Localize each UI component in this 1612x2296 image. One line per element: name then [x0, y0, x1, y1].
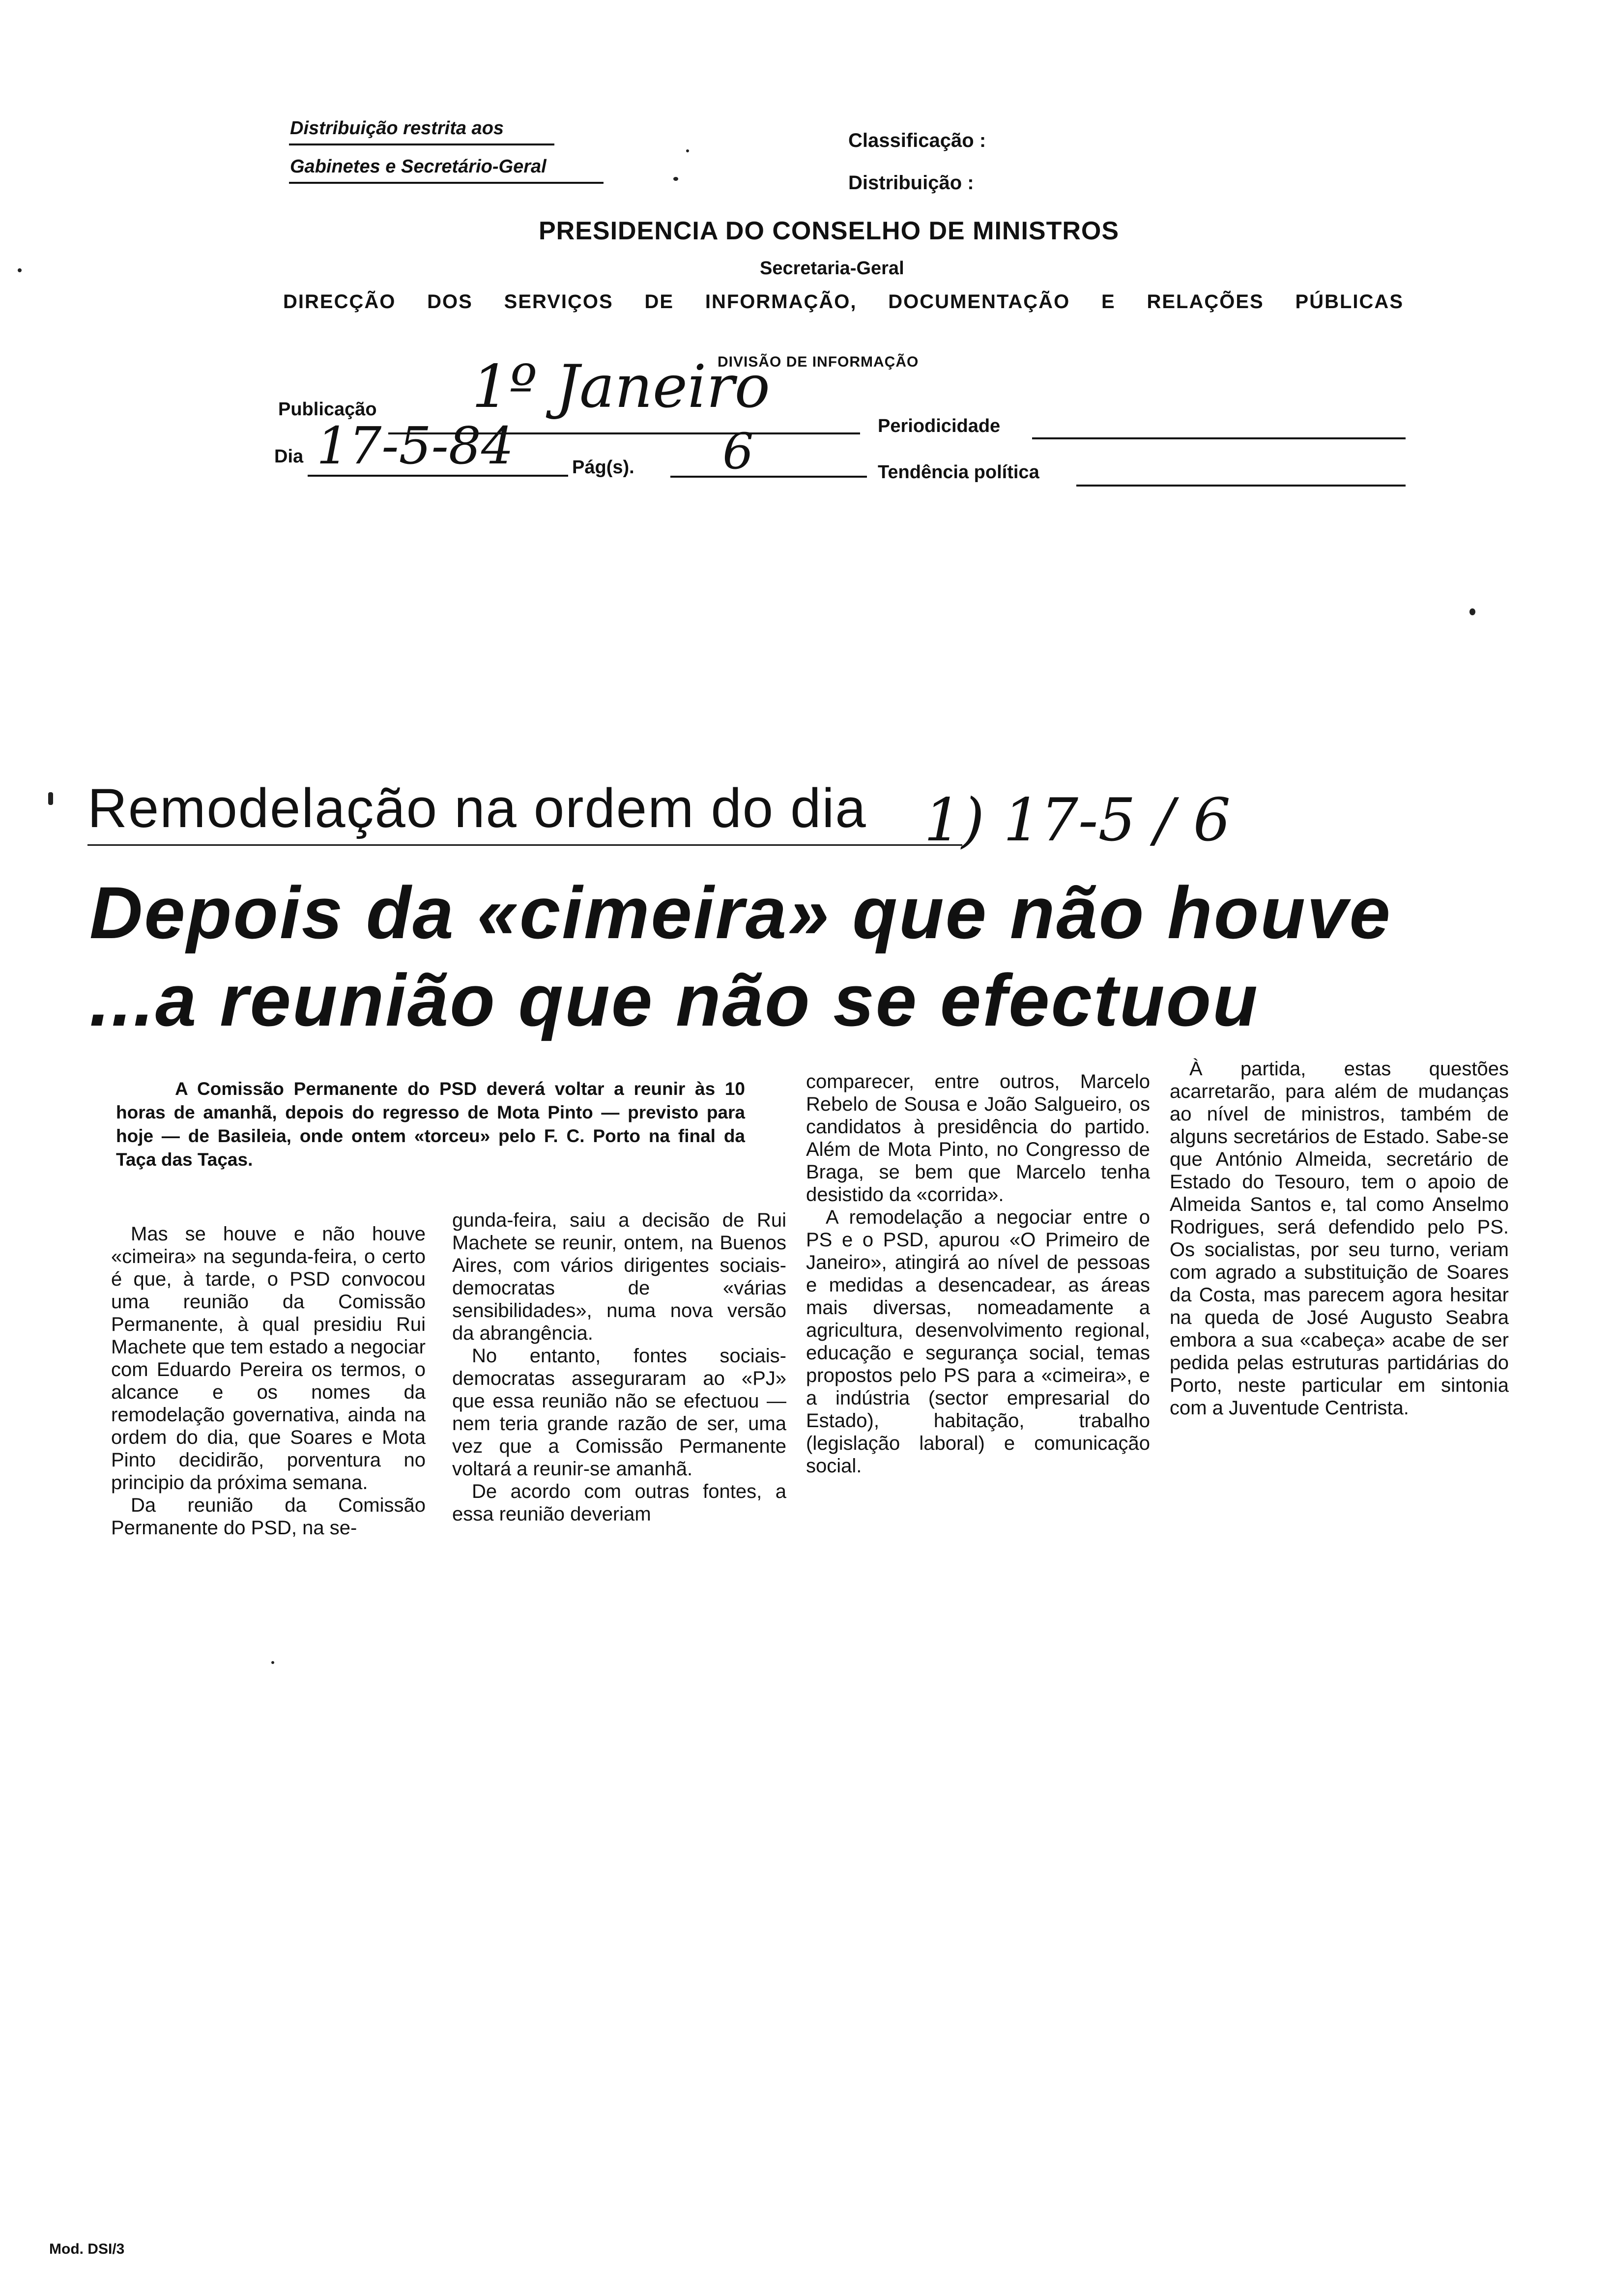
handwritten-annotation: 1) 17-5 / 6 [924, 786, 1231, 855]
distribution-note-line1: Distribuição restrita aos [290, 118, 504, 139]
day-value: 17-5-84 [317, 416, 514, 476]
periodicity-label: Periodicidade [878, 416, 1001, 436]
scan-speck [48, 792, 53, 805]
article-column-1 [111, 1223, 426, 1539]
distribution-label: Distribuição : [848, 172, 974, 194]
headline-line1: Depois da «cimeira» que não houve [89, 871, 1392, 954]
ministry-title: PRESIDENCIA DO CONSELHO DE MINISTROS [539, 217, 1120, 245]
paragraph: Da reunião da Comissão Permanente do PSD, na se- [111, 1494, 426, 1539]
article-column-4 [1170, 1058, 1509, 1419]
scan-speck [673, 177, 678, 181]
division: DIVISÃO DE INFORMAÇÃO [718, 354, 919, 370]
divider [289, 182, 604, 184]
article-lead: A Comissão Permanente do PSD deverá voltar a reunir às 10 horas de amanhã, depois do regresso de Mota Pinto — previsto para hoje — de Basileia, onde ontem «torceu» pelo F. C. Porto na final da Taça das Taças. [116, 1079, 745, 1170]
paragraph: comparecer, entre outros, Marcelo Rebelo de Sousa e João Salgueiro, os candidatos à presidência do partido. Além de Mota Pinto, no Congresso de Braga, se bem que Marcelo tenha desistido da «corrida». [806, 1071, 1150, 1205]
distribution-note-line2: Gabinetes e Secretário-Geral [290, 156, 547, 177]
paragraph: A remodelação a negociar entre o PS e o PSD, apurou «O Primeiro de Janeiro», atingirá ao nível de pessoas e medidas a desencadear, as áreas mais diversas, nomeadamente a agricultura, desenvolvimento regional, educação e segurança social, temas propostos pelo PS para a «cimeira», e a indústria (sector empresarial do Estado), habitação, trabalho (legislação laboral) e comunicação social. [806, 1206, 1150, 1477]
paragraph: Mas se houve e não houve «cimeira» na segunda-feira, o certo é que, à tarde, o PSD convocou uma reunião da Comissão Permanente, à qual presidiu Rui Machete que tem estado a negociar com Eduardo Pereira os termos, o alcance e os nomes da remodelação governativa, ainda na ordem do dia, que Soares e Mota Pinto decidirão, porventura no principio da próxima semana. [111, 1223, 426, 1493]
pages-label: Pág(s). [572, 457, 634, 478]
political-label: Tendência política [878, 462, 1039, 483]
periodicity-line [1032, 437, 1406, 439]
paragraph: No entanto, fontes sociais-democratas asseguraram ao «PJ» que essa reunião não se efectuou — nem teria grande razão de ser, uma vez que a Comissão Permanente voltará a reunir-se amanhã. [452, 1345, 786, 1480]
divider [289, 144, 554, 145]
scan-speck [271, 1661, 274, 1664]
pages-line [670, 476, 867, 478]
paragraph: De acordo com outras fontes, a essa reunião deveriam [452, 1481, 786, 1525]
directorate: DIRECÇÃO DOS SERVIÇOS DE INFORMAÇÃO, DOCUMENTAÇÃO E RELAÇÕES PÚBLICAS [283, 291, 1404, 313]
secretariat: Secretaria-Geral [760, 258, 904, 279]
pages-value: 6 [722, 423, 754, 480]
form-code: Mod. DSI/3 [49, 2241, 125, 2257]
paragraph: À partida, estas questões acarretarão, para além de mudanças ao nível de ministros, também de alguns secretários de Estado. Sabe-se que António Almeida, secretário de Estado do Tesouro, tem o apoio de Almeida Santos e, tal como Anselmo Rodrigues, será defendido pelo PS. Os socialistas, por seu turno, veriam com agrado a substituição de Soares da Costa, mas parecem agora hesitar na queda de José Augusto Seabra embora a sua «cabeça» acabe de ser pedida pelas estruturas partidárias do Porto, neste particular em sintonia com a Juventude Centrista. [1170, 1058, 1509, 1419]
scan-speck [18, 268, 22, 272]
scan-speck [1469, 608, 1475, 615]
kicker-underline [87, 844, 962, 846]
classification-label: Classificação : [848, 130, 986, 151]
scan-speck [686, 149, 689, 152]
paragraph: gunda-feira, saiu a decisão de Rui Machete se reunir, ontem, na Buenos Aires, com vários dirigentes sociais-democratas de «várias sensibilidades», numa nova versão da abrangência. [452, 1209, 786, 1344]
publication-label: Publicação [278, 399, 377, 420]
headline-line2: ...a reunião que não se efectuou [89, 959, 1259, 1041]
publication-value: 1º Janeiro [472, 353, 770, 421]
article-kicker: Remodelação na ordem do dia [87, 777, 867, 839]
article-column-3 [806, 1070, 1150, 1477]
political-line [1076, 485, 1406, 487]
article-column-2 [452, 1209, 786, 1525]
day-label: Dia [274, 446, 304, 467]
